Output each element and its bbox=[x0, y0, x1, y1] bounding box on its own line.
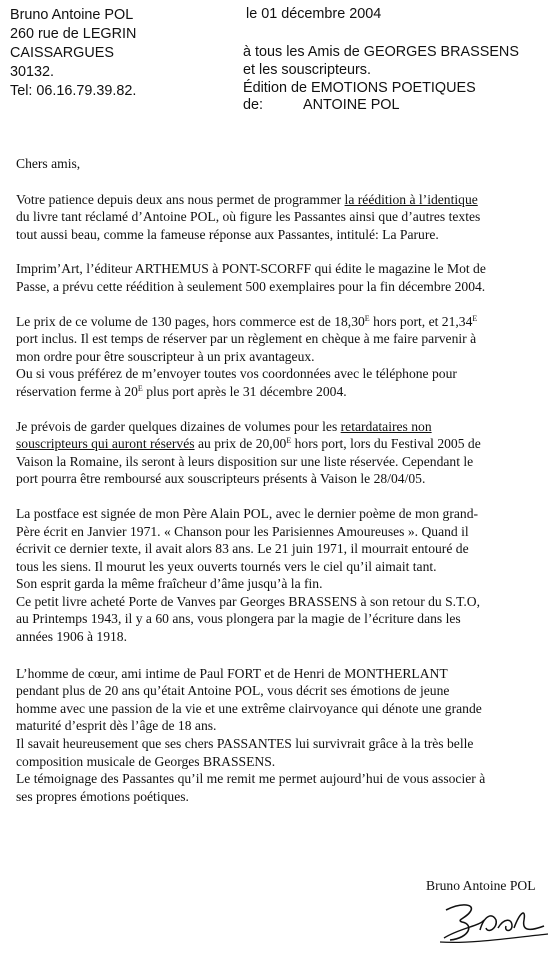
p2-line-1: Imprim’Art, l’éditeur ARTHEMUS à PONT-SCORFF qui édite le magazine le Mot de bbox=[16, 261, 486, 277]
p6-line-8: ses propres émotions poétiques. bbox=[16, 788, 189, 804]
paragraph-4 bbox=[16, 418, 548, 488]
sender-street: 260 rue de LEGRIN bbox=[10, 26, 137, 42]
sender-town: CAISSARGUES bbox=[10, 45, 114, 61]
p1-line-1-text: Votre patience depuis deux ans nous permet de programmer bbox=[16, 191, 345, 207]
paragraph-3 bbox=[16, 313, 548, 401]
p4-underlined-text-2: souscripteurs qui auront réservés bbox=[16, 436, 195, 452]
paragraph-2 bbox=[16, 260, 548, 295]
p2-line-2: Passe, a prévu cette réédition à seulement 500 exemplaires pour la fin décembre 2004. bbox=[16, 278, 486, 294]
p1-underlined-text: la réédition à l’identique bbox=[344, 191, 478, 207]
p3-line-1-text-b: hors port, et 21,34 bbox=[369, 313, 473, 329]
p1-line-1 bbox=[16, 191, 548, 209]
p3-line-5 bbox=[16, 383, 548, 401]
euro-sup: E bbox=[137, 383, 143, 393]
euro-sup: E bbox=[472, 313, 478, 323]
p4-line-3: Vaison la Romaine, ils seront à leurs disposition sur une liste réservée. Cependant le bbox=[16, 453, 474, 469]
recipient-line-1: à tous les Amis de GEORGES BRASSENS bbox=[243, 44, 519, 60]
p4-line-1 bbox=[16, 418, 548, 436]
p4-line-2-text-c: hors port, lors du Festival 2005 de bbox=[291, 436, 481, 452]
p5-line-5: Son esprit garda la même fraîcheur d’âme jusqu’à la fin. bbox=[16, 576, 323, 592]
sender-phone: Tel: 06.16.79.39.82. bbox=[10, 83, 137, 99]
p5-line-3: écrivit ce dernier texte, il avait alors 83 ans. Le 21 juin 1971, il mourrait entouré de bbox=[16, 541, 469, 557]
p5-line-4: tous les siens. Il mourut les yeux ouverts tournés vers le ciel qu’il aimait tant. bbox=[16, 558, 437, 574]
p4-line-2-text-b: au prix de 20,00 bbox=[194, 436, 287, 452]
p5-line-8: années 1906 à 1918. bbox=[16, 629, 127, 645]
author-name: ANTOINE POL bbox=[303, 97, 400, 114]
paragraph-1 bbox=[16, 191, 548, 244]
p5-line-1: La postface est signée de mon Père Alain POL, avec le dernier poème de mon grand- bbox=[16, 505, 479, 521]
p6-line-5: Il savait heureusement que ses chers PASSANTES lui survivrait grâce à la très belle bbox=[16, 736, 474, 752]
p6-line-6: composition musicale de Georges BRASSENS. bbox=[16, 753, 276, 769]
p4-line-2 bbox=[16, 435, 548, 453]
handwritten-signature bbox=[440, 898, 550, 948]
p6-line-3: homme avec une passion de la vie et une extrême clairvoyance qui dénote une grande bbox=[16, 700, 482, 716]
p3-line-5-text-a: réservation ferme à 20 bbox=[16, 383, 138, 399]
salutation bbox=[16, 155, 548, 173]
recipient-author-line bbox=[243, 97, 519, 115]
recipient-line-2: et les souscripteurs. bbox=[243, 61, 371, 78]
p6-line-7: Le témoignage des Passantes qu’il me remit me permet aujourd’hui de vous associer à bbox=[16, 771, 486, 787]
p3-line-2: port inclus. Il est temps de réserver par un règlement en chèque à me faire parvenir à bbox=[16, 331, 477, 347]
p5-line-7: au Printemps 1943, il y a 60 ans, vous plongera par la magie de l’écriture dans les bbox=[16, 611, 461, 627]
recipient-line-3: Édition de EMOTIONS POETIQUES bbox=[243, 79, 476, 96]
sender-address-block bbox=[10, 6, 136, 101]
p1-line-2: du livre tant réclamé d’Antoine POL, où figure les Passantes ainsi que d’autres textes bbox=[16, 209, 481, 225]
p5-line-2: Père écrit en Janvier 1971. « Chanson pour les Parisiennes Amoureuses ». Quand il bbox=[16, 523, 469, 539]
p3-line-1-text-a: Le prix de ce volume de 130 pages, hors commerce est de 18,30 bbox=[16, 313, 365, 329]
p4-line-1-text: Je prévois de garder quelques dizaines de volumes pour les bbox=[16, 418, 341, 434]
euro-sup: E bbox=[364, 313, 370, 323]
p4-line-4: port pourra être remboursé aux souscripteurs présents à Vaison le 28/04/05. bbox=[16, 471, 426, 487]
p5-line-6: Ce petit livre acheté Porte de Vanves par Georges BRASSENS à son retour du S.T.O, bbox=[16, 593, 480, 609]
signature-name: Bruno Antoine POL bbox=[426, 878, 536, 893]
letter-date: le 01 décembre 2004 bbox=[246, 6, 382, 22]
sender-postcode: 30132. bbox=[10, 64, 55, 80]
euro-sup: E bbox=[286, 436, 292, 446]
author-label: de: bbox=[243, 97, 264, 114]
p3-line-4: Ou si vous préférez de m’envoyer toutes vos coordonnées avec le téléphone pour bbox=[16, 366, 457, 382]
p6-line-1: L’homme de cœur, ami intime de Paul FORT et de Henri de MONTHERLANT bbox=[16, 665, 448, 681]
recipient-block bbox=[243, 44, 519, 115]
p3-line-1 bbox=[16, 313, 548, 331]
paragraph-6 bbox=[16, 665, 548, 806]
p6-line-4: maturité d’esprit dès l’âge de 18 ans. bbox=[16, 718, 217, 734]
paragraph-5 bbox=[16, 505, 548, 646]
p3-line-3: mon ordre pour être souscripteur à un prix avantageux. bbox=[16, 348, 315, 364]
salutation-text: Chers amis, bbox=[16, 156, 81, 171]
p6-line-2: pendant plus de 20 ans qu’était Antoine POL, vous décrit ses émotions de jeune bbox=[16, 683, 450, 699]
letter-body bbox=[16, 155, 548, 822]
p3-line-5-text-b: plus port après le 31 décembre 2004. bbox=[142, 383, 347, 399]
p1-line-3: tout aussi beau, comme la fameuse réponse aux Passantes, intitulé: La Parure. bbox=[16, 226, 439, 242]
p4-underlined-text-1: retardataires non bbox=[340, 418, 432, 434]
sender-name: Bruno Antoine POL bbox=[10, 7, 134, 23]
